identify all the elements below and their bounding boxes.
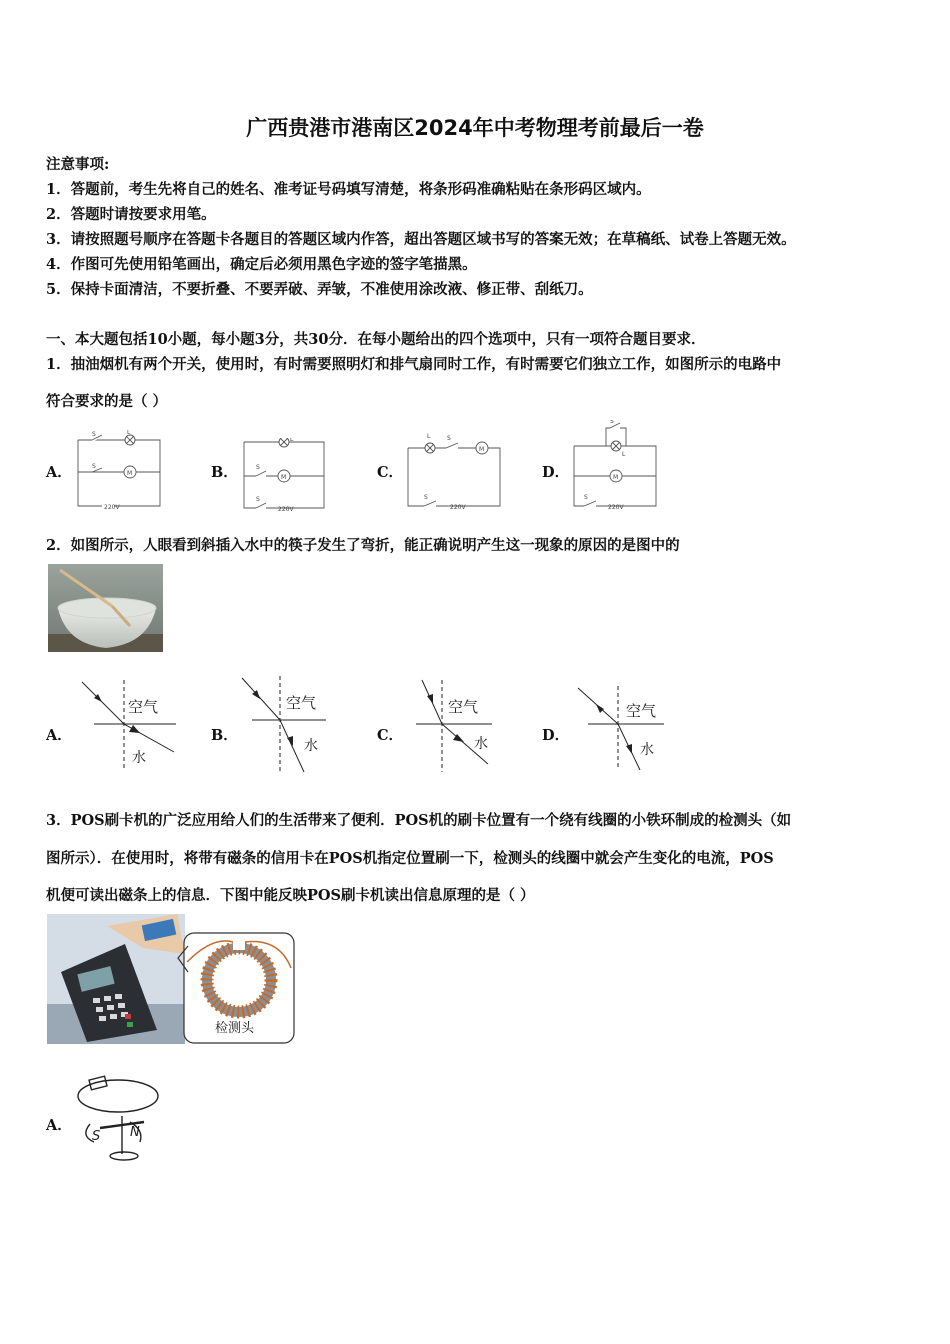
q3-stem-line2: 图所示）．在使用时，将带有磁条的信用卡在POS机指定位置刷一下，检测头的线圈中就会产生变化的电流，POS (46, 850, 774, 867)
svg-text:220V: 220V (608, 504, 624, 510)
svg-text:S: S (424, 494, 428, 501)
s1-label: S (92, 431, 96, 438)
notice-item: 3．请按照题号顺序在答题卡各题目的答题区域内作答，超出答题区域书写的答案无效；在草稿纸、试卷上答题无效。 (46, 231, 796, 248)
svg-text:空气: 空气 (448, 698, 479, 716)
q1-option-c-label[interactable]: C． (377, 464, 404, 481)
page-title: 广西贵港市港南区2024年中考物理考前最后一卷 (246, 116, 704, 140)
notice-item: 2．答题时请按要求用笔。 (46, 206, 216, 223)
q3-option-a-diagram (72, 1072, 164, 1166)
compass-n: N (130, 1125, 140, 1140)
svg-text:M: M (479, 446, 485, 453)
notice-heading: 注意事项: (46, 156, 110, 173)
q1-stem-line1: 1．抽油烟机有两个开关，使用时，有时需要照明灯和排气扇同时工作，有时需要它们独立工作，如图所示的电路中 (46, 356, 782, 373)
section-heading: 一、本大题包括10小题，每小题3分，共30分．在每小题给出的四个选项中，只有一项符合题目要求． (46, 331, 706, 348)
svg-text:空气: 空气 (626, 702, 657, 720)
svg-text:空气: 空气 (128, 698, 159, 716)
callout-pointer (176, 944, 190, 974)
q2-option-a-label[interactable]: A． (46, 727, 72, 744)
svg-text:水: 水 (640, 742, 654, 758)
q1-stem-line2: 符合要求的是（ ） (46, 393, 168, 410)
svg-text:水: 水 (474, 736, 488, 752)
q2-option-c-label[interactable]: C． (377, 727, 404, 744)
q1-option-d-label[interactable]: D． (542, 464, 570, 481)
svg-text:S: S (584, 494, 588, 501)
voltage-label: 220V (104, 504, 120, 511)
svg-text:空气: 空气 (286, 694, 317, 712)
q1-circuit-d (570, 420, 662, 510)
q2-diagram-d (574, 682, 672, 774)
svg-text:M: M (281, 474, 287, 481)
q3-pos-photo (47, 914, 185, 1044)
q2-option-b-label[interactable]: B． (211, 727, 238, 744)
q1-circuit-c (404, 428, 504, 510)
svg-text:水: 水 (304, 738, 318, 754)
detector-label: 检测头 (215, 1021, 255, 1036)
q2-option-d-label[interactable]: D． (542, 727, 570, 744)
svg-text:220V: 220V (450, 504, 466, 510)
q2-bowl-photo (48, 564, 163, 652)
svg-text:水: 水 (132, 750, 146, 766)
svg-text:L: L (622, 451, 626, 458)
svg-text:S: S (610, 420, 614, 425)
q2-stem: 2．如图所示，人眼看到斜插入水中的筷子发生了弯折，能正确说明产生这一现象的原因的是图中的 (46, 537, 680, 554)
svg-text:L: L (427, 433, 431, 440)
notice-item: 5．保持卡面清洁，不要折叠、不要弄破、弄皱，不准使用涂改液、修正带、刮纸刀。 (46, 281, 593, 298)
s2-label: S (92, 463, 96, 470)
lamp-label: L (127, 430, 131, 436)
q3-stem-line1: 3．POS刷卡机的广泛应用给人们的生活带来了便利．POS机的刷卡位置有一个绕有线圈的小铁环制成的检测头（如 (46, 812, 792, 829)
q1-circuit-a (74, 430, 166, 512)
svg-text:M: M (613, 474, 619, 481)
compass-s: S (92, 1129, 101, 1144)
svg-text:220V: 220V (278, 506, 294, 512)
q1-option-a-label[interactable]: A． (46, 464, 72, 481)
svg-text:S: S (447, 435, 451, 442)
notice-item: 4．作图可先使用铅笔画出，确定后必须用黑色字迹的签字笔描黑。 (46, 256, 477, 273)
q2-diagram-a (78, 676, 182, 774)
svg-text:S: S (256, 464, 260, 471)
q3-detector-inset (183, 932, 295, 1044)
svg-text:L: L (290, 438, 294, 443)
q1-option-b-label[interactable]: B． (211, 464, 238, 481)
q1-circuit-b (240, 438, 330, 512)
svg-text:S: S (256, 496, 260, 503)
notice-item: 1．答题前，考生先将自己的姓名、准考证号码填写清楚，将条形码准确粘贴在条形码区域内。 (46, 181, 651, 198)
q2-diagram-c (402, 676, 498, 776)
motor-label: M (127, 470, 133, 477)
q3-option-a-label[interactable]: A． (46, 1117, 72, 1134)
q3-stem-line3: 机便可读出磁条上的信息．下图中能反映POS刷卡机读出信息原理的是（ ） (46, 887, 535, 904)
q2-diagram-b (238, 672, 336, 776)
